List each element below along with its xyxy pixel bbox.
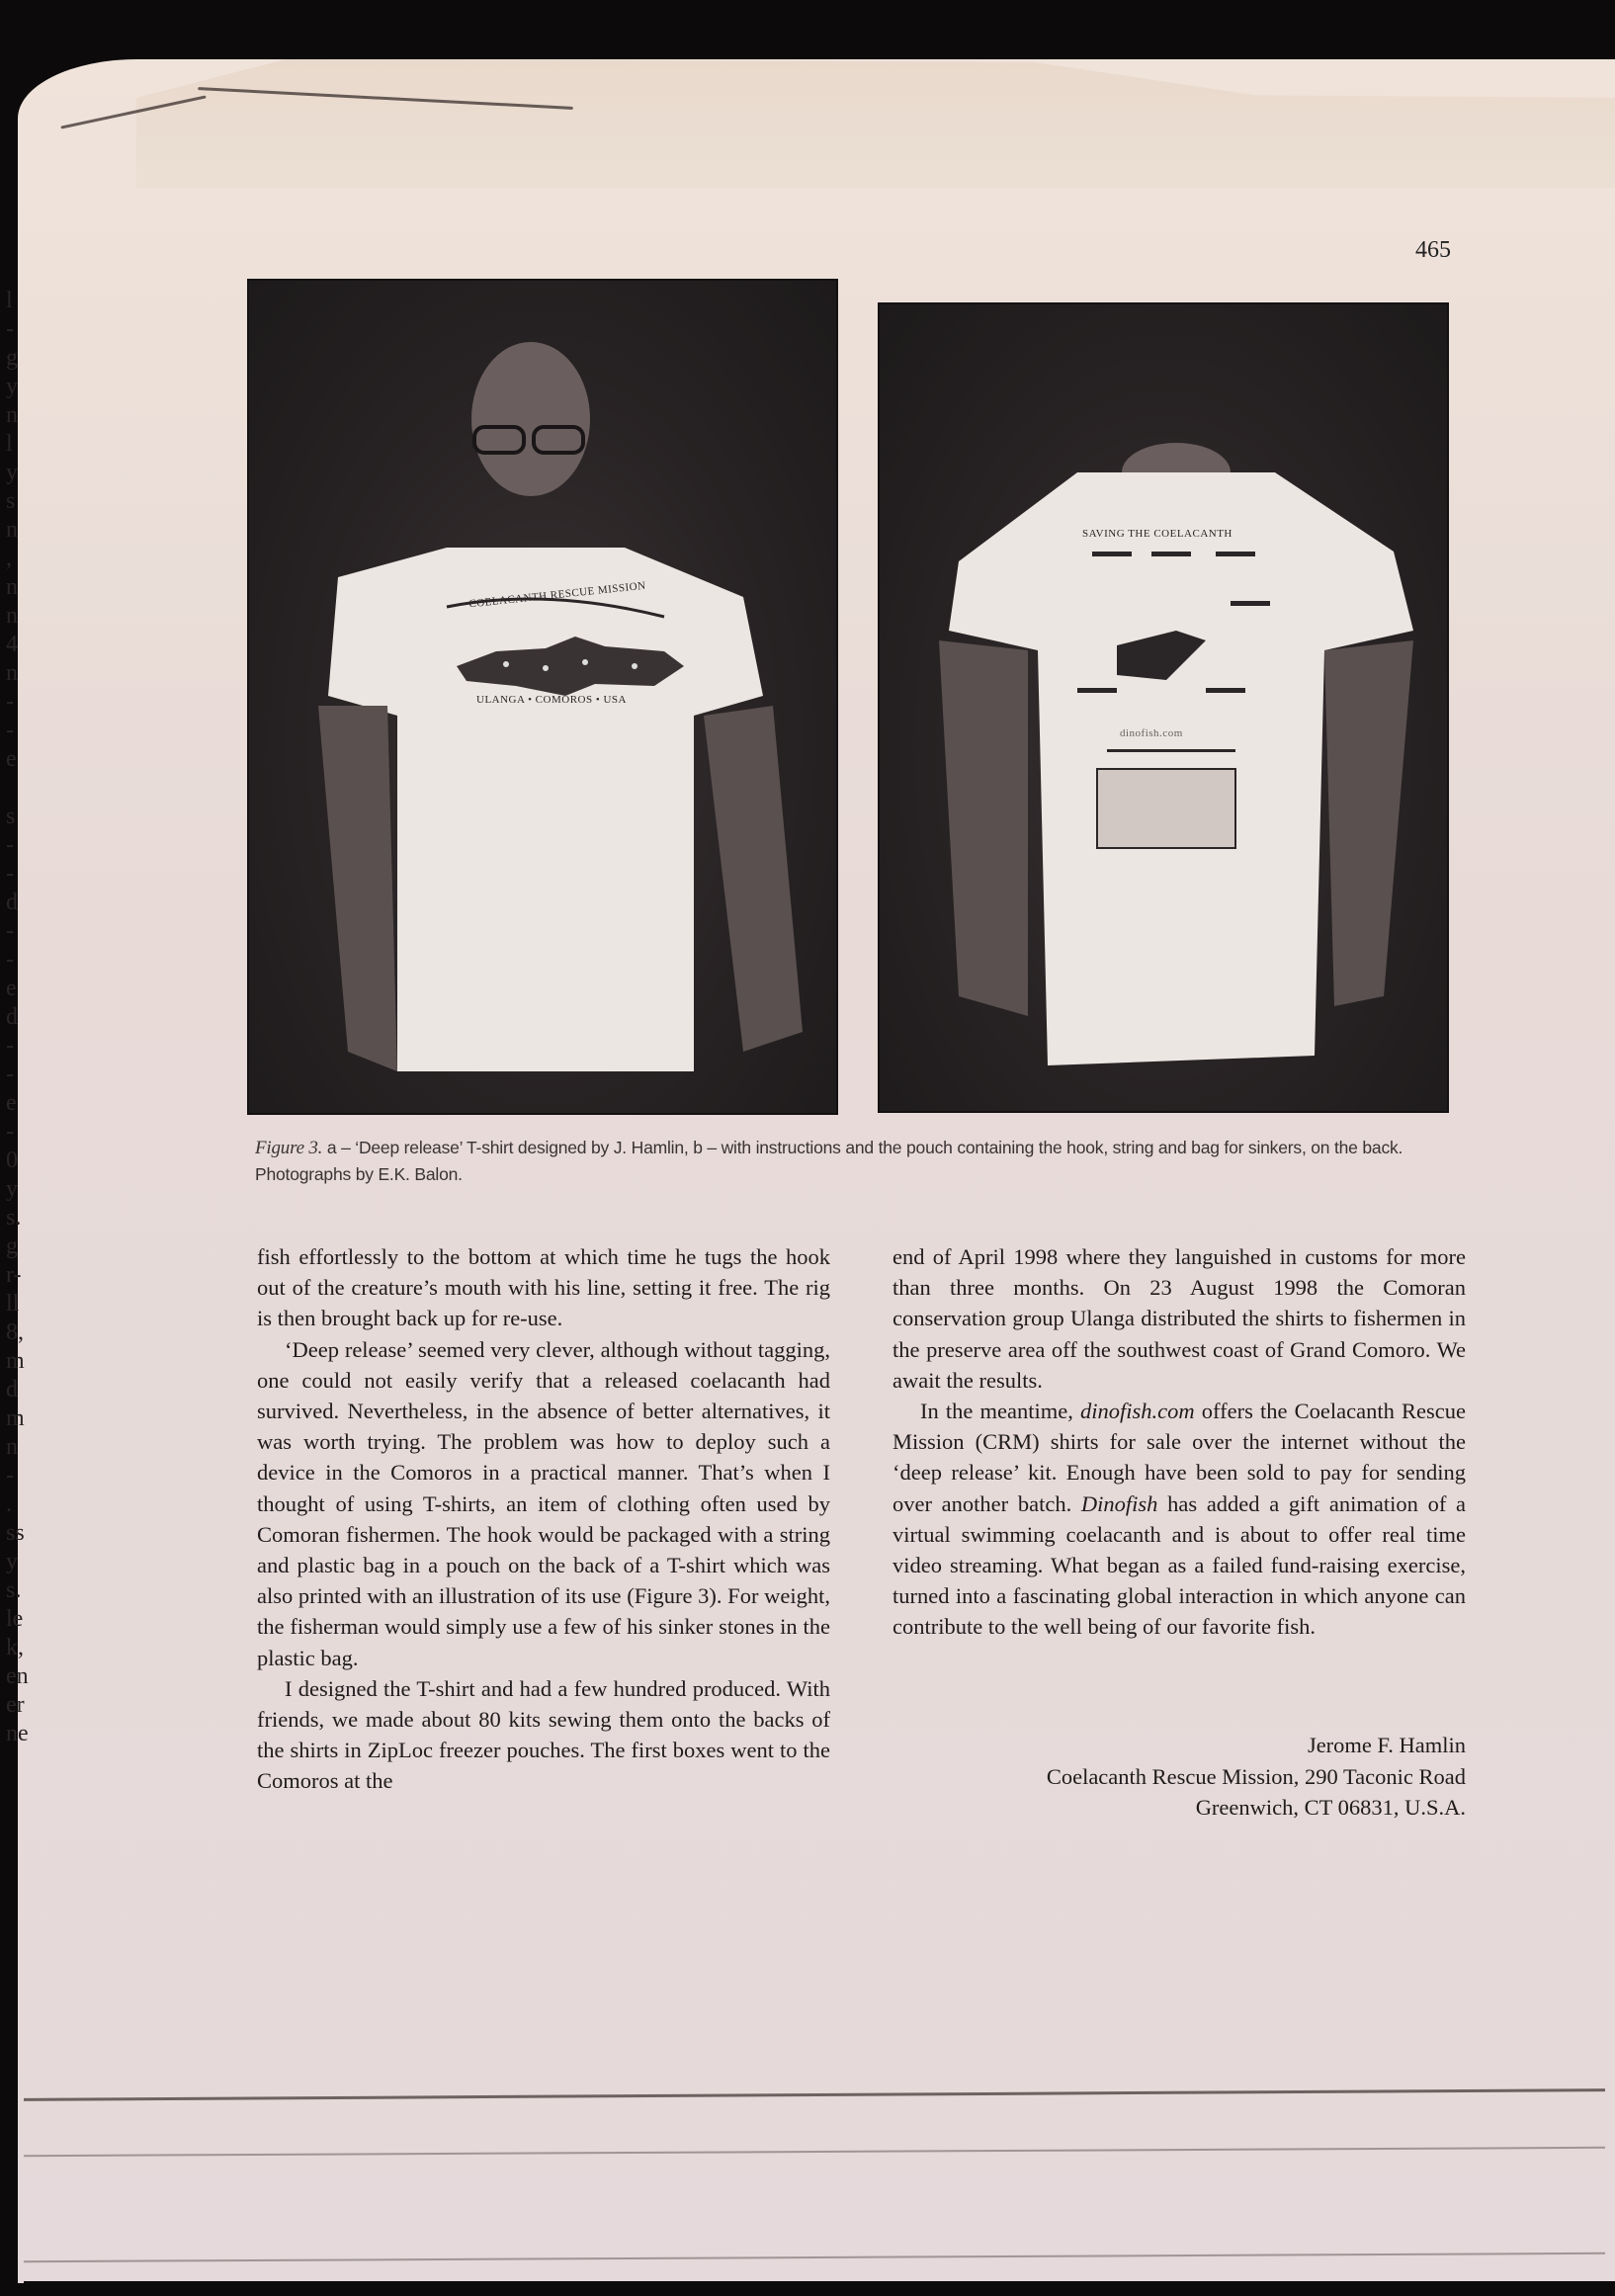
margin-fragment: s <box>6 488 16 514</box>
margin-fragment: - <box>6 689 14 715</box>
margin-fragment: s <box>6 804 16 829</box>
margin-fragment: y <box>6 1176 18 1202</box>
margin-fragment: - <box>6 718 14 743</box>
body-left-column <box>257 1241 830 1797</box>
paragraph: ‘Deep release’ seemed very clever, although without tagging, one could not easily verify that a released coelacanth had survived. Nevertheless, in the absence of better alternatives, it was worth trying. The problem was how to deploy such a device in the Comoros in a practical manner. That’s when I thought of using T-shirts, an item of clothing often used by Comoran fishermen. The hook would be packaged with a string and plastic bag in a pouch on the back of a T-shirt which was also printed with an illustration of its use (Figure 3). For weight, the fisherman would simply use a few of his sinker stones in the plastic bag. <box>257 1336 830 1670</box>
margin-fragment: - <box>6 1119 14 1145</box>
scanner-background-bottom <box>24 2281 1615 2296</box>
author-name: Jerome F. Hamlin <box>1307 1733 1466 1757</box>
margin-fragment: k, <box>6 1635 24 1660</box>
margin-fragment: 0 <box>6 1148 18 1173</box>
figure-3a-photo <box>247 279 838 1115</box>
margin-fragment: s. <box>6 1205 22 1231</box>
author-signature-block <box>892 1730 1466 1824</box>
margin-fragment: e <box>6 976 17 1001</box>
figure-label: Figure 3. <box>255 1138 323 1158</box>
margin-fragment: y <box>6 374 18 399</box>
margin-fragment: - <box>6 832 14 858</box>
text-run: has added a gift animation of a virtual swimming coelacanth and is about to offer real time video streaming. What began as a failed fund-raising exercise, turned into a fascinating global interaction in which anyone can contribute to the well being of our favorite fish. <box>892 1490 1466 1640</box>
margin-fragment: e <box>6 1090 17 1116</box>
folded-page-top <box>136 59 1615 188</box>
margin-fragment: r- <box>6 1262 22 1288</box>
figure-caption-text: a – ‘Deep release’ T-shirt designed by J. Hamlin, b – with instructions and the pouch containing the hook, string and bag for sinkers, on the back. Photographs by E.K. Balon. <box>255 1138 1403 1184</box>
margin-fragment: l <box>6 431 13 457</box>
margin-fragment: d <box>6 1004 18 1030</box>
margin-fragment: ne <box>6 1721 29 1746</box>
paragraph: I designed the T-shirt and had a few hundred produced. With friends, we made about 80 kits sewing them onto the backs of the shirts in ZipLoc freezer pouches. The first boxes went to the Comoros at the <box>257 1675 830 1794</box>
margin-fragment: - <box>6 947 14 973</box>
figure-caption <box>255 1135 1461 1188</box>
shirt-back-title: SAVING THE COELACANTH <box>1082 528 1232 540</box>
margin-fragment: 8, <box>6 1319 24 1345</box>
margin-fragment: ss <box>6 1520 25 1546</box>
margin-fragment: m <box>6 1348 25 1374</box>
margin-fragment: en <box>6 1663 29 1689</box>
paragraph: end of April 1998 where they languished in customs for more than three months. On 23 August 1998 the Comoran conservation group Ulanga distributed the shirts to fishermen in the preserve area off the southwest coast of Grand Comoro. We await the results. <box>892 1244 1466 1393</box>
margin-fragment: n <box>6 603 18 629</box>
man-back-tshirt-illustration <box>880 304 1447 1111</box>
margin-fragment: - <box>6 1062 14 1087</box>
website-name: Dinofish <box>1080 1490 1158 1516</box>
author-address-line-1: Coelacanth Rescue Mission, 290 Taconic Road <box>1046 1763 1466 1789</box>
margin-fragment: g <box>6 345 18 371</box>
margin-fragment: g <box>6 1233 18 1259</box>
margin-fragment: 4 <box>6 632 18 657</box>
margin-fragment: y <box>6 1549 18 1574</box>
margin-fragment <box>6 774 55 803</box>
shirt-front-slogan: COELACANTH RESCUE MISSION <box>468 579 647 611</box>
margin-fragment: m <box>6 1405 25 1431</box>
margin-fragment: d <box>6 1377 18 1403</box>
margin-fragment: - <box>6 1463 14 1488</box>
margin-fragment: n <box>6 402 18 428</box>
margin-fragment: l <box>6 288 13 313</box>
figure-3b-photo <box>878 302 1449 1113</box>
shirt-front-subtitle: ULANGA • COMOROS • USA <box>476 694 627 706</box>
shirt-back-url: dinofish.com <box>1120 727 1183 739</box>
margin-fragment: - <box>6 316 14 342</box>
margin-fragment: n <box>6 1434 18 1460</box>
margin-fragment: d <box>6 890 18 915</box>
margin-fragment: - <box>6 1033 14 1059</box>
adjacent-page-margin-text <box>6 287 55 1748</box>
page-number: 465 <box>1415 237 1451 263</box>
margin-fragment: y <box>6 460 18 485</box>
margin-fragment: s. <box>6 1577 22 1603</box>
margin-fragment: n <box>6 660 18 686</box>
margin-fragment: e <box>6 746 17 772</box>
margin-fragment: n <box>6 517 18 543</box>
body-right-column <box>892 1241 1466 1643</box>
margin-fragment: - <box>6 918 14 944</box>
paragraph <box>892 1396 1466 1643</box>
text-run: offers the Coelacanth Rescue Mission (CRM) shirts for sale over the internet without the ‘deep release’ kit. Enough have been sold to pay for sending over another batch. <box>892 1399 1466 1516</box>
margin-fragment: . <box>6 1491 12 1517</box>
margin-fragment: er <box>6 1692 25 1718</box>
margin-fragment: - <box>6 861 14 887</box>
margin-fragment: n <box>6 574 18 600</box>
website-name: dinofish.com <box>1080 1399 1195 1424</box>
paragraph: fish effortlessly to the bottom at which time he tugs the hook out of the creature’s mouth with his line, setting it free. The rig is then brought back up for re-use. <box>257 1244 830 1331</box>
margin-fragment: , <box>6 546 12 571</box>
author-address-line-2: Greenwich, CT 06831, U.S.A. <box>1195 1795 1466 1820</box>
text-run: In the meantime, <box>920 1399 1081 1424</box>
margin-fragment: le <box>6 1606 24 1632</box>
margin-fragment: ll <box>6 1291 20 1317</box>
